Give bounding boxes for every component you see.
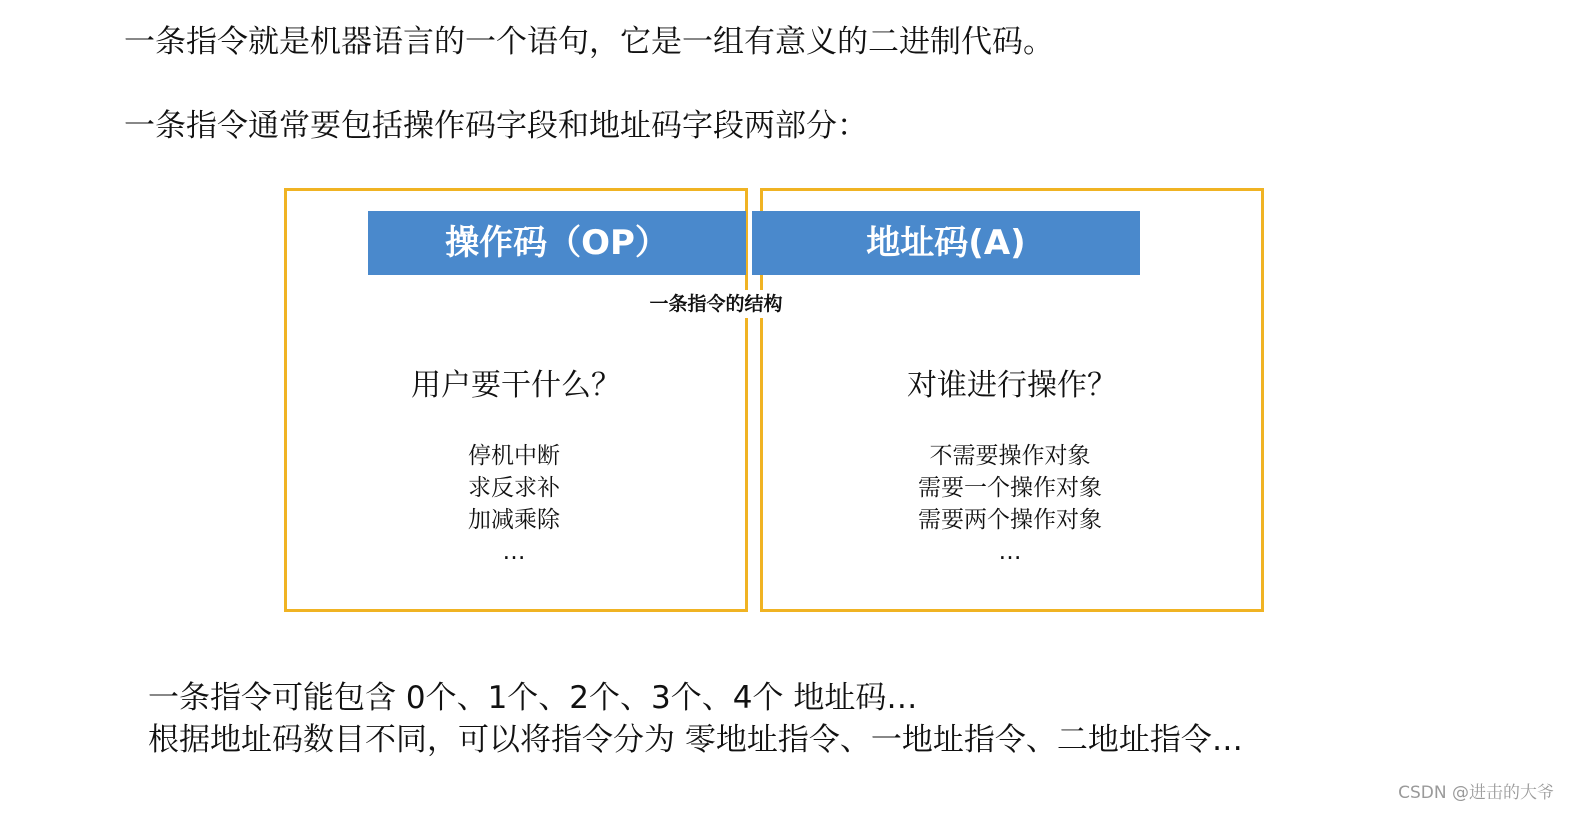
intro-line-2: 一条指令通常要包括操作码字段和地址码字段两部分： [124,108,868,144]
opcode-examples [300,440,728,568]
address-example: 需要两个操作对象 [918,507,1102,533]
summary-line-1: 一条指令可能包含 0个、1个、2个、3个、4个 地址码… [148,680,918,716]
opcode-example: … [502,539,526,565]
structure-caption: 一条指令的结构 [616,290,816,318]
watermark: CSDN @进击的大爷 [1398,783,1554,803]
opcode-field: 操作码（OP） [368,211,746,275]
address-field: 地址码(A) [752,211,1140,275]
address-example: … [998,539,1022,565]
intro-line-1: 一条指令就是机器语言的一个语句，它是一组有意义的二进制代码。 [124,24,1054,60]
opcode-example: 停机中断 [468,443,560,469]
summary-line-2: 根据地址码数目不同，可以将指令分为 零地址指令、一地址指令、二地址指令… [148,722,1243,758]
address-examples [776,440,1244,568]
address-example: 需要一个操作对象 [918,475,1102,501]
address-example: 不需要操作对象 [929,443,1091,469]
opcode-question: 用户要干什么？ [411,368,621,403]
opcode-example: 加减乘除 [468,507,560,533]
address-question: 对谁进行操作？ [907,368,1117,403]
opcode-example: 求反求补 [468,475,560,501]
